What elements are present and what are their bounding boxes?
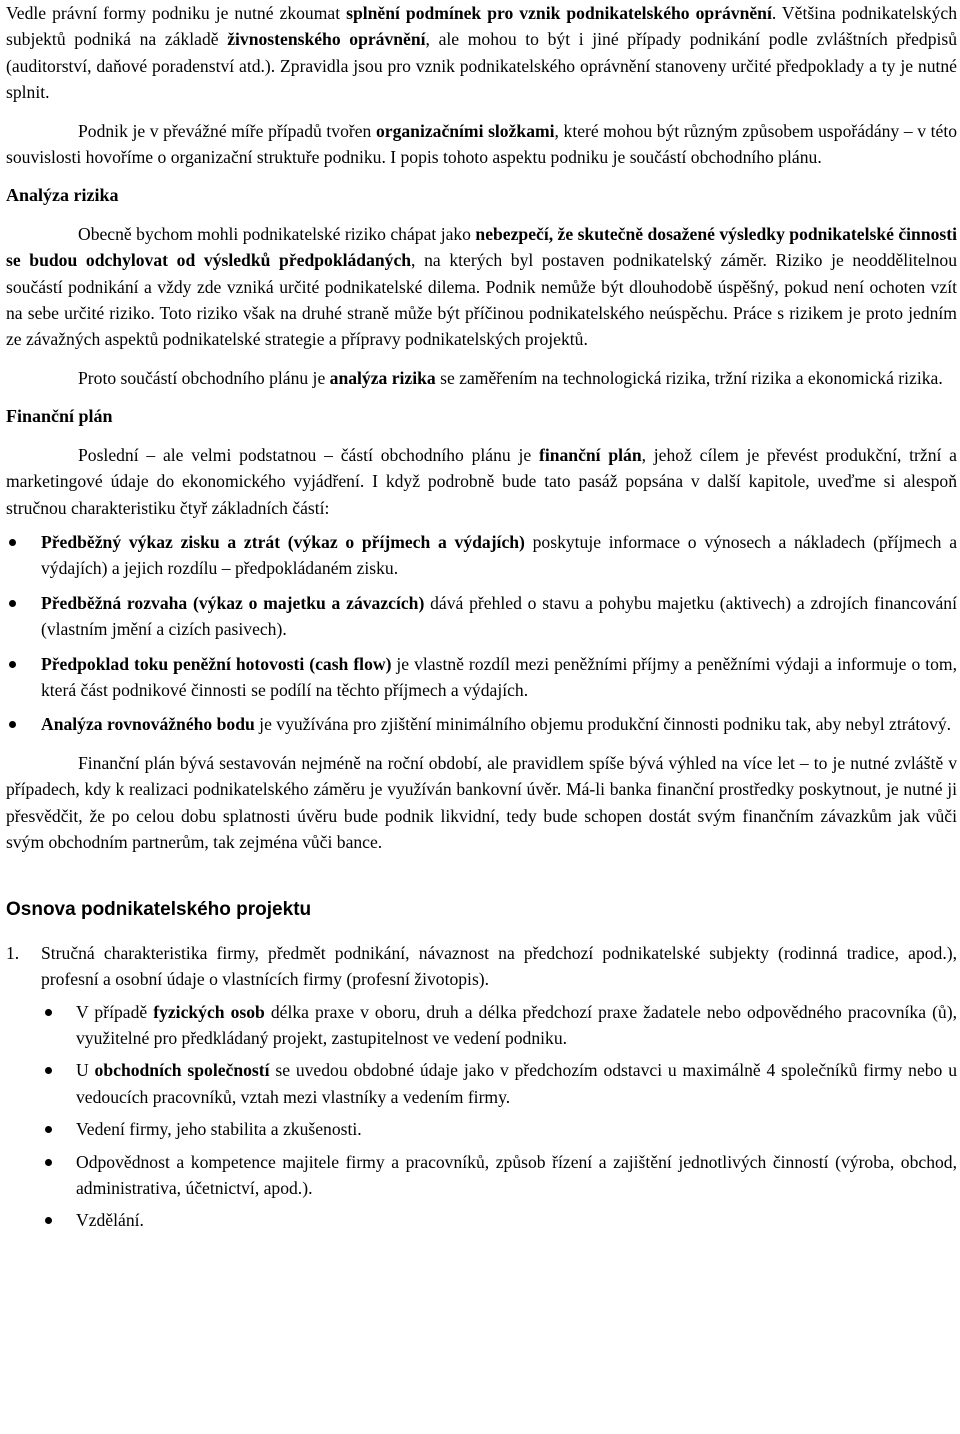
list-item: Odpovědnost a kompetence majitele firmy a pracovníků, způsob řízení a zajištění jednotlivých činností (výroba, obchod, administrativa, účetnictví, apod.). bbox=[6, 1149, 957, 1202]
paragraph-podnikatelske-opravneni: Vedle právní formy podniku je nutné zkoumat splnění podmínek pro vznik podnikatelského oprávnění. Většina podnikatelských subjektů podniká na základě živnostenského oprávnění, ale mohou to být i jiné případy podnikání podle zvláštních předpisů (auditorství, daňové poradenství atd.). Zpravidla jsou pro vznik podnikatelského oprávnění stanoveny určité předpoklady a ty je nutné splnit. bbox=[6, 3, 958, 103]
document-page bbox=[6, 0, 957, 1234]
paragraph-podnikatelske-riziko: Obecně bychom mohli podnikatelské riziko chápat jako nebezpečí, že skutečně dosažené výsledky podnikatelské činnosti se budou odchylovat od výsledků předpokládaných, na kterých byl postaven podnikatelský záměr. Riziko je neoddělitelnou součástí podnikání a vždy zde vzniká určité podnikatelské dilema. Podnik nemůže být dlouhodobě úspěšný, pokud není ochoten vzít na sebe určité riziko. Toto riziko však na druhé straně může být příčinou podnikatelského neúspěchu. Práce s rizikem je proto jedním ze závažných aspektů podnikatelské strategie a přípravy podnikatelských projektů. bbox=[6, 223, 957, 350]
numbered-item: 1. Stručná charakteristika firmy, předmět podnikání, návaznost na předchozí podnikatelské subjekty (rodinná tradice, apod.), profesní a osobní údaje o vlastnících firmy (profesní životopis). bbox=[6, 940, 957, 993]
list-item: V případě fyzických osob délka praxe v oboru, druh a délka předchozí praxe žadatele nebo odpovědného pracovníka (ů), využitelné pro předkládaný projekt, zastupitelnost ve vedení podniku. bbox=[6, 999, 957, 1052]
heading-analyza-rizika: Analýza rizika bbox=[6, 185, 119, 206]
paragraph-financni-plan-intro: Poslední – ale velmi podstatnou – částí obchodního plánu je finanční plán, jehož cílem je převést produkční, tržní a marketingové údaje do ekonomického vyjádření. I když podrobně bude tato pasáž popsána v další kapitole, uveďme si alespoň stručnou charakteristiku čtyř základních částí: bbox=[6, 444, 957, 518]
list-number: 1. bbox=[6, 942, 20, 963]
paragraph-analyza-rizika: Proto součástí obchodního plánu je analýza rizika se zaměřením na technologická rizika, tržní rizika a ekonomická rizika. bbox=[78, 367, 943, 388]
list-item: Vedení firmy, jeho stabilita a zkušenosti. bbox=[6, 1116, 957, 1142]
heading-financni-plan: Finanční plán bbox=[6, 406, 113, 427]
paragraph-financni-plan-obdobi: Finanční plán bývá sestavován nejméně na roční období, ale pravidlem spíše bývá výhled na více let – to je nutné zvláště v případech, kdy k realizaci podnikatelského záměru je využíván bankovní úvěr. Má-li banka finanční prostředky poskytnout, je nutné ji přesvědčit, že po celou dobu splatnosti úvěru bude podnik likvidní, tedy bude schopen dostát svým finančním závazkům jak vůči svým obchodním partnerům, tak zejména vůči bance. bbox=[6, 752, 957, 852]
list-item: Analýza rovnovážného bodu je využívána pro zjištění minimálního objemu produkční činnosti podniku tak, aby nebyl ztrátový. bbox=[6, 711, 957, 737]
list-item: Předběžný výkaz zisku a ztrát (výkaz o příjmech a výdajích) poskytuje informace o výnosech a nákladech (příjmech a výdajích) a jejich rozdílu – předpokládaném zisku. bbox=[6, 529, 957, 582]
financni-plan-list bbox=[6, 529, 957, 738]
paragraph-organizacni-slozky: Podnik je v převážné míře případů tvořen organizačními složkami, které mohou být různým způsobem uspořádány – v této souvislosti hovoříme o organizační struktuře podniku. I popis tohoto aspektu podniku je součástí obchodního plánu. bbox=[6, 120, 958, 168]
osnova-sub-list bbox=[6, 999, 957, 1234]
osnova-numbered-list bbox=[6, 940, 957, 993]
list-item: Předpoklad toku peněžní hotovosti (cash flow) je vlastně rozdíl mezi peněžními příjmy a peněžními výdaji a informuje o tom, která část podnikové činnosti se podílí na těchto příjmech a výdajích. bbox=[6, 651, 957, 704]
list-item: U obchodních společností se uvedou obdobné údaje jako v předchozím odstavci u maximálně 4 společníků firmy nebo u vedoucích pracovníků, vztah mezi vlastníky a vedením firmy. bbox=[6, 1057, 957, 1110]
list-item: Předběžná rozvaha (výkaz o majetku a závazcích) dává přehled o stavu a pohybu majetku (aktivech) a zdrojích financování (vlastním jmění a cizích pasivech). bbox=[6, 590, 957, 643]
heading-osnova-projektu: Osnova podnikatelského projektu bbox=[6, 899, 312, 921]
list-item: Vzdělání. bbox=[6, 1207, 957, 1233]
